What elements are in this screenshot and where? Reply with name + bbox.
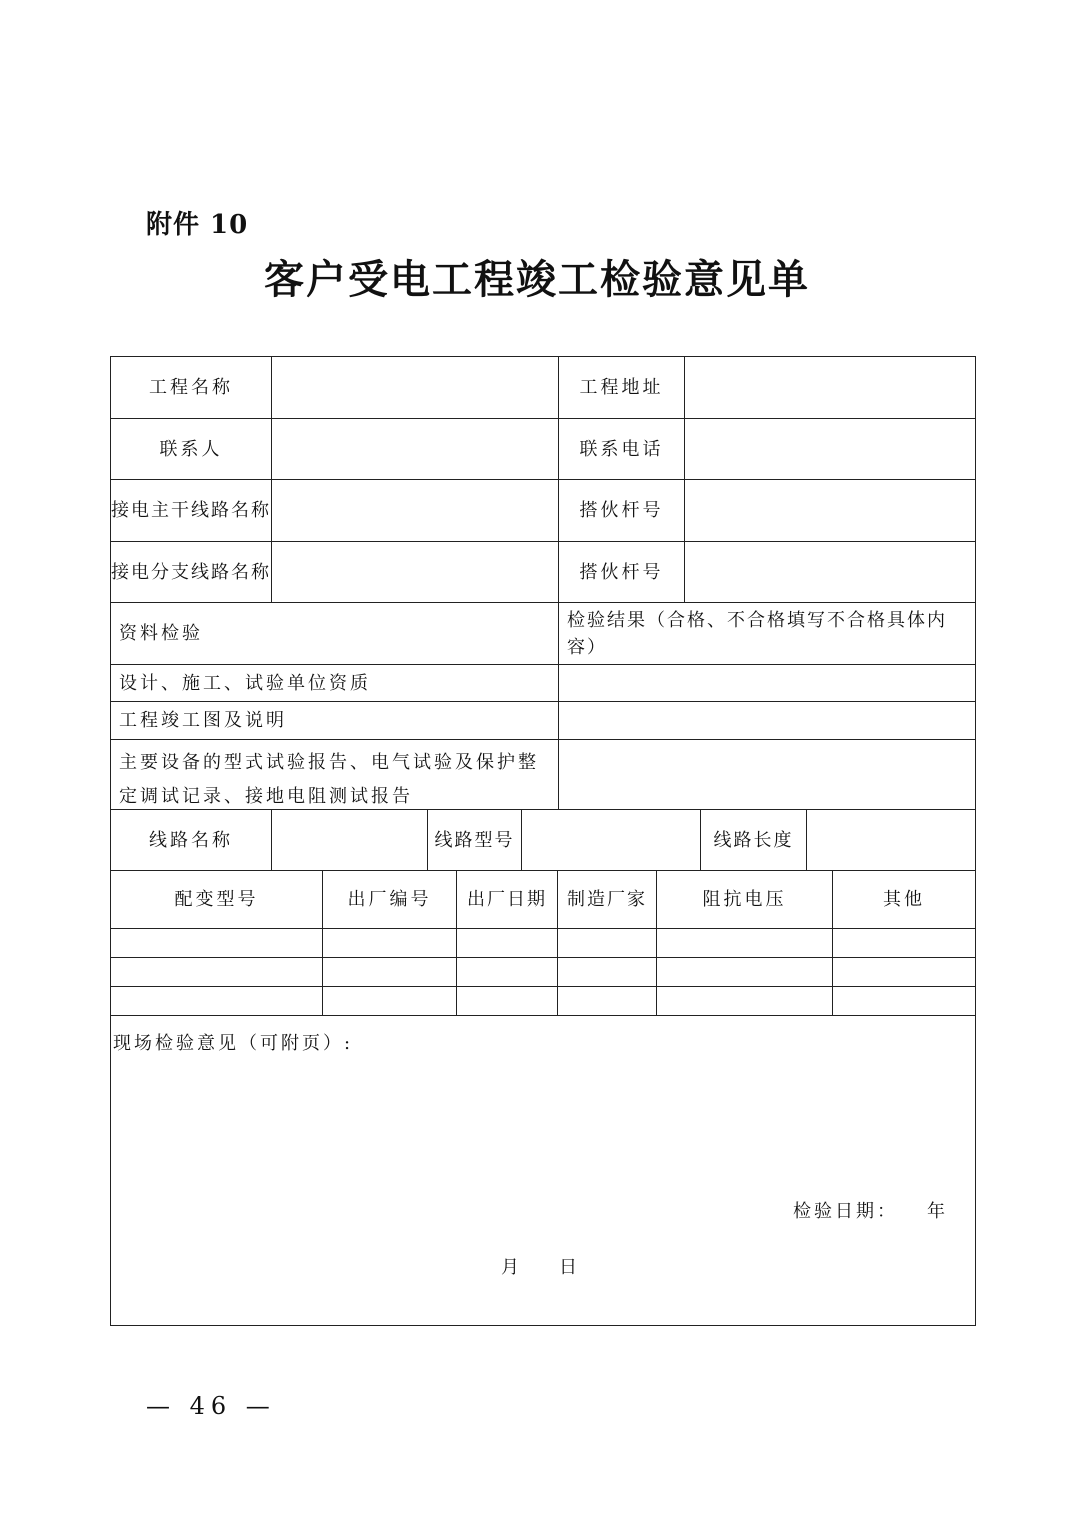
- table-cell[interactable]: [833, 987, 975, 1016]
- table-cell[interactable]: [323, 958, 457, 987]
- opinion-label: 现场检验意见（可附页）:: [113, 1033, 354, 1054]
- contact-label: 联系人: [111, 419, 272, 480]
- inspection-result-label: 检验结果（合格、不合格填写不合格具体内容）: [559, 603, 975, 665]
- line-model-label: 线路型号: [428, 810, 522, 871]
- year-label: 年: [927, 1201, 945, 1222]
- table-cell[interactable]: [323, 987, 457, 1016]
- table-cell[interactable]: [111, 958, 323, 987]
- branch-pole-label: 搭伙杆号: [559, 542, 685, 603]
- contact-phone-label: 联系电话: [559, 419, 685, 480]
- table-cell[interactable]: [657, 958, 833, 987]
- table-cell[interactable]: [457, 929, 558, 958]
- table-cell[interactable]: [833, 929, 975, 958]
- main-line-field[interactable]: [272, 480, 559, 542]
- impedance-voltage-header: 阻抗电压: [657, 871, 833, 929]
- line-name-label: 线路名称: [111, 810, 272, 871]
- test-report-result-field[interactable]: [559, 740, 975, 810]
- branch-line-field[interactable]: [272, 542, 559, 603]
- project-name-field[interactable]: [272, 357, 559, 419]
- inspection-date-label: 检验日期：: [793, 1201, 898, 1222]
- page-title: 客户受电工程竣工检验意见单: [264, 256, 810, 303]
- completion-drawing-result-field[interactable]: [559, 702, 975, 740]
- table-cell[interactable]: [558, 929, 657, 958]
- transformer-model-header: 配变型号: [111, 871, 323, 929]
- contact-field[interactable]: [272, 419, 559, 480]
- main-pole-field[interactable]: [685, 480, 975, 542]
- table-cell[interactable]: [323, 929, 457, 958]
- branch-line-label: 接电分支线路名称: [111, 542, 272, 603]
- branch-pole-field[interactable]: [685, 542, 975, 603]
- test-report-item: 主要设备的型式试验报告、电气试验及保护整定调试记录、接地电阻测试报告: [111, 740, 559, 810]
- table-cell[interactable]: [111, 929, 323, 958]
- line-name-field[interactable]: [272, 810, 428, 871]
- table-cell[interactable]: [111, 987, 323, 1016]
- page-number: — 46 —: [146, 1392, 276, 1420]
- table-cell[interactable]: [457, 958, 558, 987]
- main-pole-label: 搭伙杆号: [559, 480, 685, 542]
- project-address-label: 工程地址: [559, 357, 685, 419]
- day-label: 日: [559, 1257, 577, 1278]
- table-cell[interactable]: [833, 958, 975, 987]
- table-cell[interactable]: [657, 987, 833, 1016]
- contact-phone-field[interactable]: [685, 419, 975, 480]
- manufacture-date-header: 出厂日期: [457, 871, 558, 929]
- manufacturer-header: 制造厂家: [558, 871, 657, 929]
- project-address-field[interactable]: [685, 357, 975, 419]
- serial-number-header: 出厂编号: [323, 871, 457, 929]
- completion-drawing-item: 工程竣工图及说明: [111, 702, 559, 740]
- table-cell[interactable]: [558, 958, 657, 987]
- main-line-label: 接电主干线路名称: [111, 480, 272, 542]
- project-name-label: 工程名称: [111, 357, 272, 419]
- opinion-section[interactable]: [111, 1016, 975, 1325]
- qualification-item: 设计、施工、试验单位资质: [111, 665, 559, 702]
- month-label: 月: [501, 1257, 519, 1278]
- material-check-label: 资料检验: [111, 603, 559, 665]
- qualification-result-field[interactable]: [559, 665, 975, 702]
- other-header: 其他: [833, 871, 975, 929]
- line-length-field[interactable]: [807, 810, 975, 871]
- line-length-label: 线路长度: [701, 810, 807, 871]
- table-cell[interactable]: [457, 987, 558, 1016]
- attachment-label: 附件 10: [146, 210, 249, 240]
- line-model-field[interactable]: [522, 810, 701, 871]
- inspection-form: [110, 356, 976, 1326]
- table-cell[interactable]: [558, 987, 657, 1016]
- table-cell[interactable]: [657, 929, 833, 958]
